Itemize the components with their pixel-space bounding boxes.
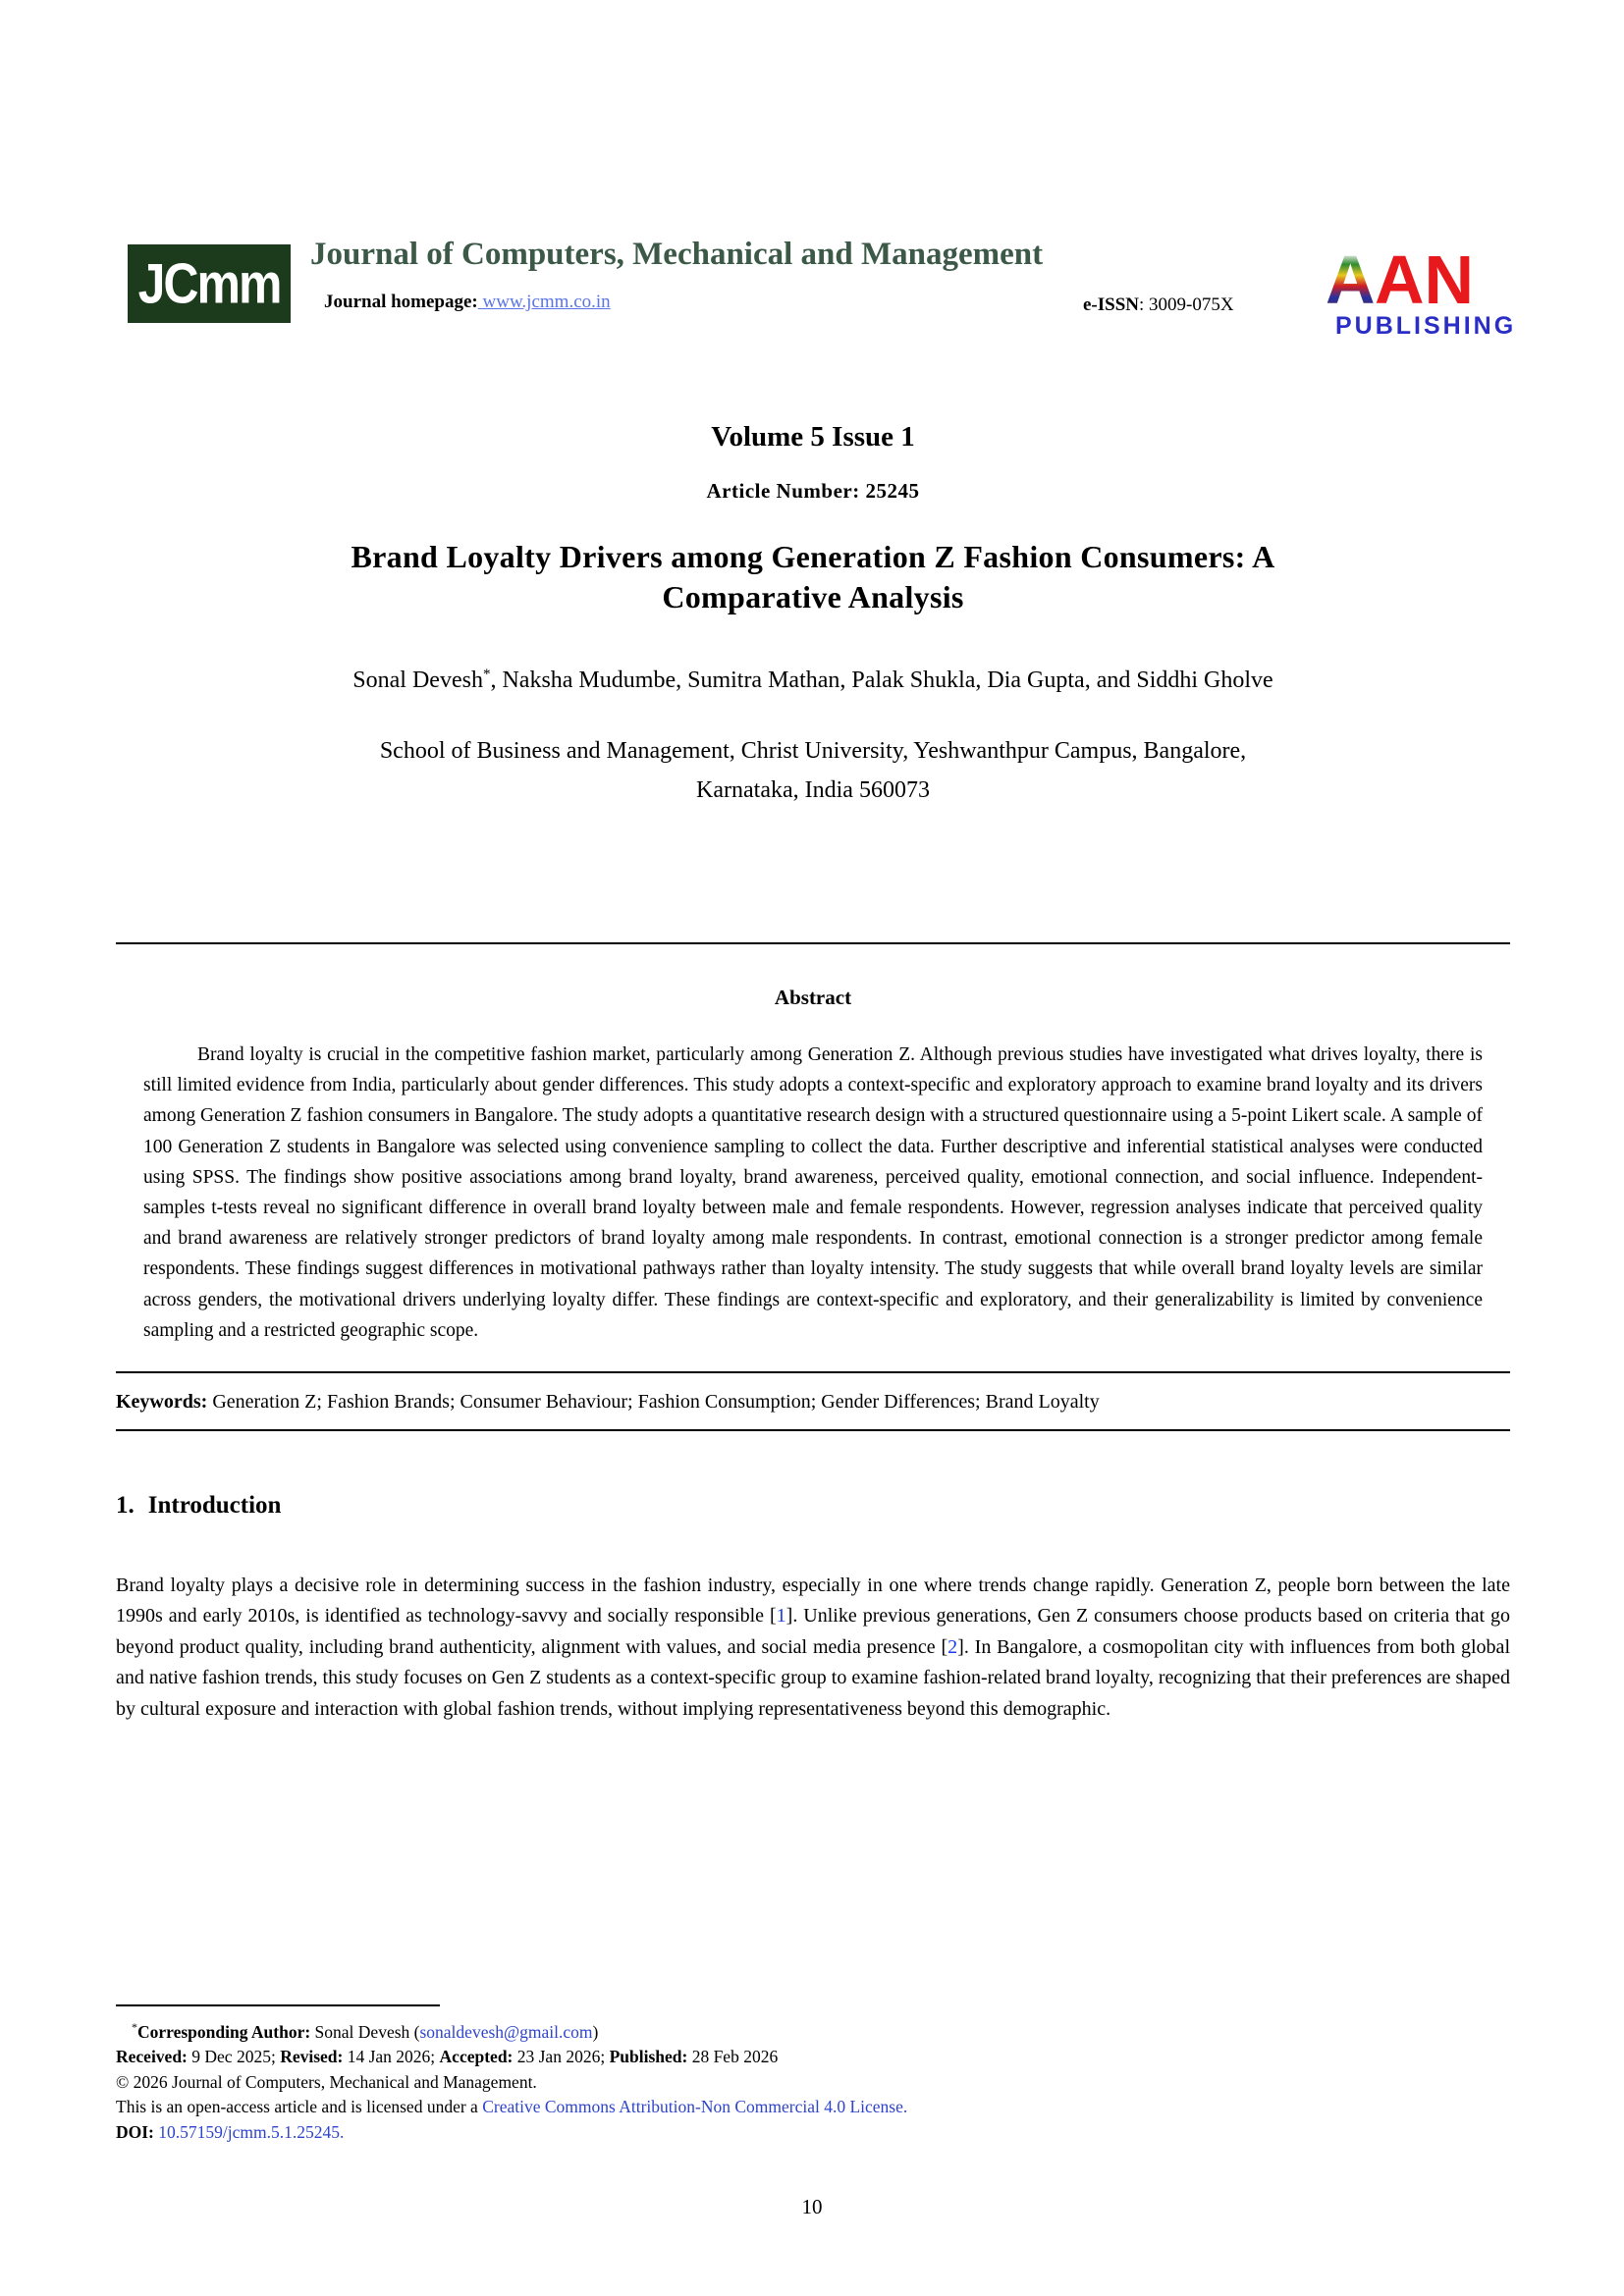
introduction-text-1: Brand loyalty plays a decisive role in determining success in the fashion industry, especially in one where trends change rapidly. Generation Z, people born between the late 1990s and early 2010s, is identified as technology-savvy and socially responsible [ <box>116 1575 1510 1628</box>
affiliation-line2: Karnataka, India 560073 <box>696 777 930 803</box>
keywords-line <box>116 1373 1510 1429</box>
page-content <box>116 237 1517 1725</box>
introduction-text-2: ]. Unlike previous generations, Gen Z consumers choose products based on criteria that go beyond product quality, including brand authenticity, alignment with values, and social media presence [ <box>116 1605 1510 1658</box>
introduction-paragraph <box>116 1571 1510 1725</box>
doi-label: DOI: <box>116 2121 154 2142</box>
corresponding-author-line <box>116 2015 1510 2045</box>
footnote-marker: * <box>132 2020 137 2034</box>
section-heading-introduction <box>116 1492 1510 1520</box>
journal-header <box>116 237 1517 341</box>
abstract-text: Brand loyalty is crucial in the competitive fashion market, particularly among Generation Z. Although previous studies have investigated what drives loyalty, there is still limited evidence from India, particularly about gender differences. This study adopts a context-specific and exploratory approach to examine brand loyalty and its drivers among Generation Z fashion consumers in Bangalore. The study adopts a quantitative research design with a structured questionnaire using a 5-point Likert scale. A sample of 100 Generation Z students in Bangalore was selected using convenience sampling to collect the data. Further descriptive and inferential statistical analyses were conducted using SPSS. The findings show positive associations among brand loyalty, brand awareness, perceived quality, emotional connection, and social influence. Independent-samples t-tests reveal no significant difference in overall brand loyalty between male and female respondents. However, regression analyses indicate that perceived quality and brand awareness are relatively stronger predictors of brand loyalty among male respondents. In contrast, emotional connection is a stronger predictor among female respondents. These findings suggest differences in motivational pathways rather than loyalty intensity. The study suggests that while overall brand loyalty levels are similar across genders, the motivational drivers underlying loyalty differ. These findings are context-specific and exploratory, and their generalizability is limited by convenience sampling and a restricted geographic scope. <box>143 1044 1483 1341</box>
keywords-label: Keywords: <box>116 1391 208 1414</box>
journal-title: Journal of Computers, Mechanical and Management <box>310 237 1044 272</box>
received-label: Received: <box>116 2047 188 2067</box>
article-title <box>116 537 1510 617</box>
footnote-block <box>116 2004 1510 2145</box>
corresponding-author-name: Sonal Devesh ( <box>310 2021 420 2042</box>
authors-rest: , Naksha Mudumbe, Sumitra Mathan, Palak Shukla, Dia Gupta, and Siddhi Gholve <box>490 667 1273 693</box>
corresponding-author-marker: * <box>482 667 491 682</box>
homepage-link[interactable]: www.jcmm.co.in <box>477 292 611 312</box>
eissn-label: e-ISSN <box>1083 294 1140 315</box>
aan-publishing-logo <box>1324 240 1536 341</box>
affiliation <box>116 731 1510 810</box>
citation-link-2[interactable]: 2 <box>947 1635 958 1658</box>
article-title-line2: Comparative Analysis <box>662 579 964 614</box>
affiliation-line1: School of Business and Management, Christ University, Yeshwanthpur Campus, Bangalore, <box>379 738 1247 764</box>
article-number: Article Number: 25245 <box>706 479 920 503</box>
revised-date: 14 Jan 2026; <box>343 2047 440 2067</box>
authors-line <box>116 667 1510 694</box>
volume-issue: Volume 5 Issue 1 <box>711 421 915 453</box>
published-label: Published: <box>609 2047 688 2067</box>
doi-link[interactable]: 10.57159/jcmm.5.1.25245. <box>153 2121 345 2142</box>
received-date: 9 Dec 2025; <box>187 2047 281 2067</box>
accepted-date: 23 Jan 2026; <box>513 2047 610 2067</box>
footnote-rule <box>116 2004 440 2006</box>
page-number: 10 <box>801 2195 823 2218</box>
section-number: 1. <box>116 1492 135 1520</box>
eissn-value: : 3009-075X <box>1139 294 1234 315</box>
abstract-heading: Abstract <box>774 986 852 1009</box>
revised-label: Revised: <box>280 2047 344 2067</box>
keywords-bottom-rule <box>116 1429 1510 1431</box>
license-text: This is an open-access article and is licensed under a <box>116 2097 483 2117</box>
author-first: Sonal Devesh <box>352 667 483 693</box>
jcmm-logo <box>128 244 291 323</box>
license-line <box>116 2095 1510 2120</box>
section-title: Introduction <box>147 1492 282 1520</box>
corresponding-author-email-link[interactable]: sonaldevesh@gmail.com <box>419 2021 593 2042</box>
corresponding-author-close: ) <box>592 2021 599 2042</box>
abstract-top-rule <box>116 942 1510 944</box>
license-link[interactable]: Creative Commons Attribution-Non Commercial 4.0 License. <box>482 2097 908 2117</box>
eissn-line <box>1083 294 1234 316</box>
journal-homepage-line <box>324 292 611 313</box>
citation-link-1[interactable]: 1 <box>776 1605 786 1628</box>
introduction-text-3: ]. In Bangalore, a cosmopolitan city with influences from both global and native fashion trends, this study focuses on Gen Z students as a context-specific group to examine fashion-related brand loyalty, recognizing that their preferences are shaped by cultural exposure and interaction with global fashion trends, without implying representativeness beyond this demographic. <box>116 1635 1510 1720</box>
accepted-label: Accepted: <box>439 2047 514 2067</box>
aan-flag-letter: A <box>1326 241 1376 318</box>
aan-red-letters: AN <box>1375 241 1475 318</box>
corresponding-author-label: Corresponding Author: <box>137 2021 311 2042</box>
homepage-label: Journal homepage: <box>324 292 478 312</box>
published-date: 28 Feb 2026 <box>687 2047 779 2067</box>
jcmm-logo-text: JCmm <box>137 251 281 316</box>
article-dates-line <box>116 2045 1510 2070</box>
doi-line <box>116 2120 1510 2146</box>
keywords-text: Generation Z; Fashion Brands; Consumer Behaviour; Fashion Consumption; Gender Differences; Brand Loyalty <box>207 1391 1100 1414</box>
copyright-line: © 2026 Journal of Computers, Mechanical and Management. <box>116 2071 537 2092</box>
article-title-line1: Brand Loyalty Drivers among Generation Z Fashion Consumers: A <box>351 539 1275 574</box>
aan-subtitle: PUBLISHING <box>1335 312 1517 340</box>
